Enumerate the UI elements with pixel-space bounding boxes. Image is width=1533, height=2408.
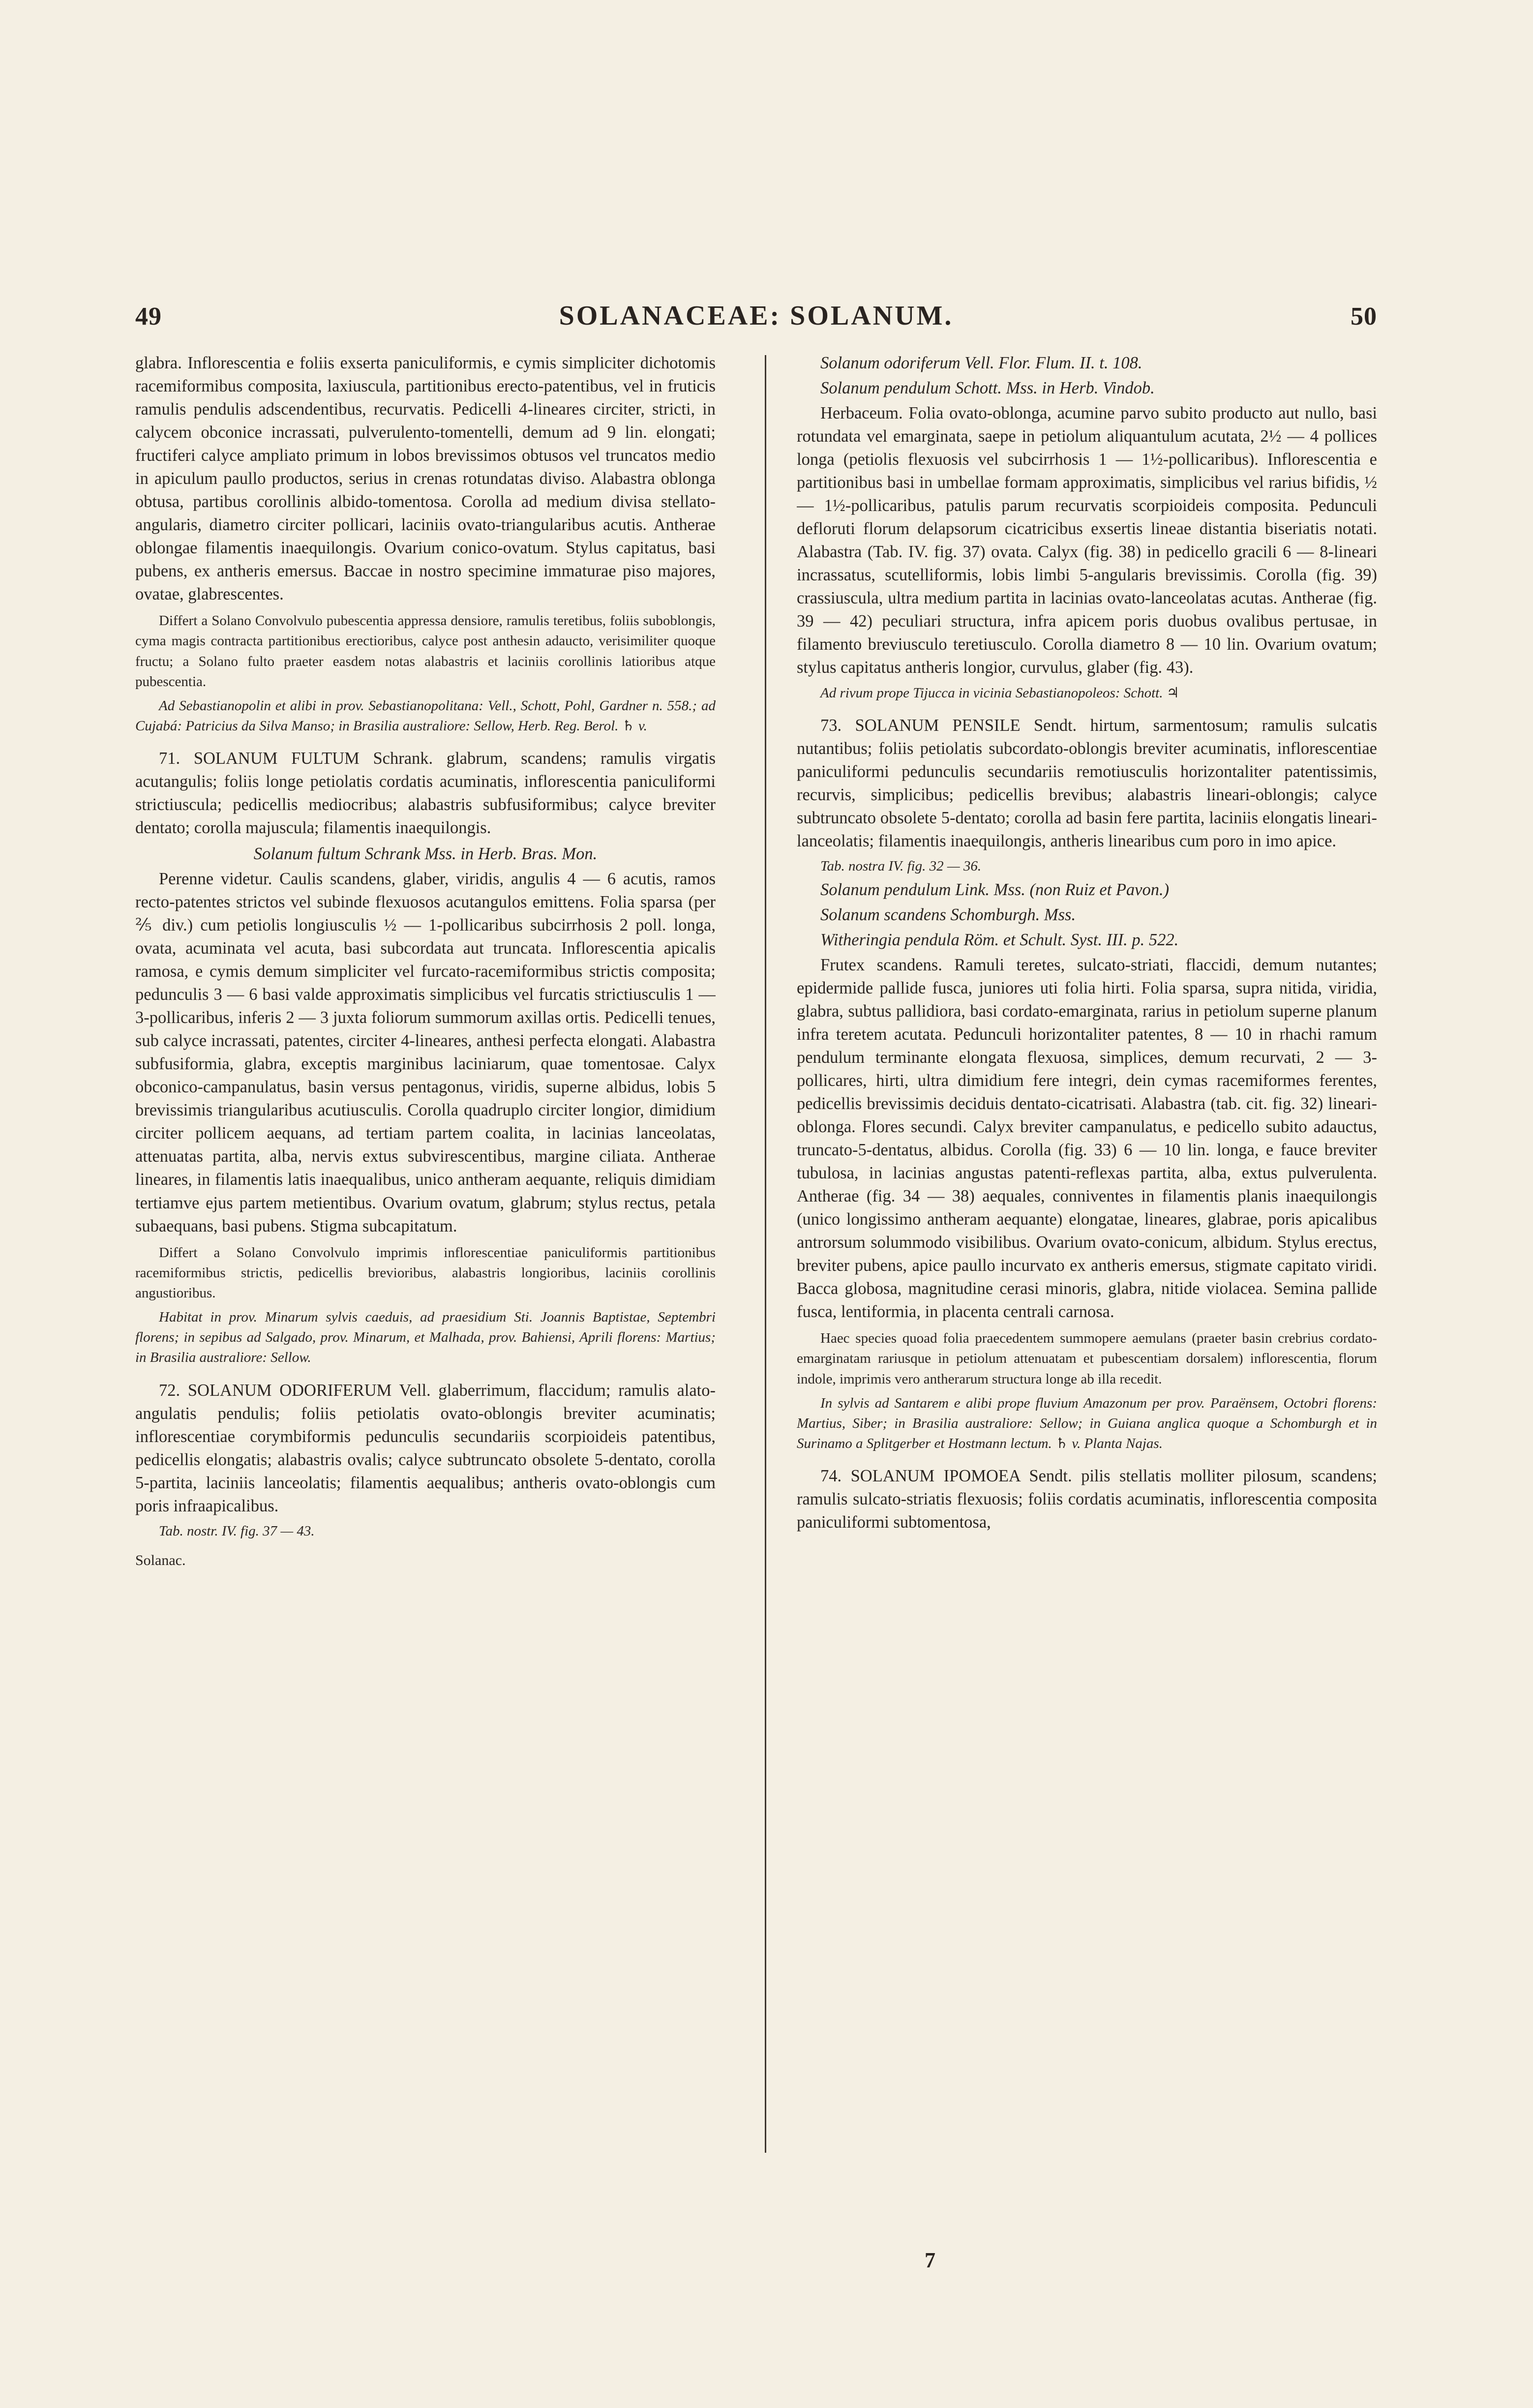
synonym: Solanum fultum Schrank Mss. in Herb. Bras. Mon.: [253, 844, 598, 864]
habitat: In sylvis ad Santarem e alibi prope fluvium Amazonum per prov. Paraënsem, Octobri florens: Martius, Siber; in Brasilia australiore: Sellow; in Guiana anglica quoque a Schomburgh et in Surinamo a Splitgerber et Hostmann lectum. ♄ v. Planta Najas.: [797, 1395, 1377, 1452]
signature-mark: Solanac.: [135, 1552, 186, 1569]
species-72-diagnosis: 72. SOLANUM ODORIFERUM Vell. glaberrimum, flaccidum; ramulis alato-angulatis pendulis; foliis petiolatis ovato-oblongis breviter acuminatis; inflorescentiae corymbiformis pedunculis secundariis scorpioideis patentibus, pedicellis elongatis; alabastris ovalis; calyce subtruncato obsolete 5-dentato, corolla 5-partita, laciniis lanceolatis; filamentis aequalibus; antheris ovato-oblongis cum poris infraapicalibus.: [135, 1381, 716, 1515]
left-column: [135, 352, 716, 2285]
sheet-number: 7: [925, 2248, 935, 2272]
habitat: Habitat in prov. Minarum sylvis caeduis, ad praesidium Sti. Joannis Baptistae, Septembri florens; in sepibus ad Salgado, prov. Minarum, et Malhada, prov. Bahiensi, Aprili florens: Martius; in Brasilia australiore: Sellow.: [135, 1309, 716, 1366]
paragraph: glabra. Inflorescentia e foliis exserta paniculiformis, e cymis simpliciter dichotomis racemiformibus composita, laxiuscula, partitionibus erecto-patentibus, vel in fruticis ramulis pendulis adscendentibus, recurvatis. Pedicelli 4-lineares circiter, stricti, in calycem obconice incrassati, pulverulento-tomentelli, demum ad 9 lin. elongati; fructiferi calyce ampliato primum in lobos brevissimos obtusos vel truncatos medio in apiculum paullo productos, serius in crenas rotundatas diviso. Alabastra oblonga obtusa, partibus corollinis albido-tomentosa. Corolla ad medium divisa stellato-angularis, diametro circiter pollicari, laciniis ovato-triangularibus acutis. Antherae oblongae filamentis inaequilongis. Ovarium conico-ovatum. Stylus capitatus, basi pubens, ex antheris emersus. Baccae in nostro specimine immaturae piso majores, ovatae, glabrescentes.: [135, 354, 716, 604]
page-number-right: 50: [1351, 302, 1377, 331]
synonym: Solanum pendulum Schott. Mss. in Herb. Vindob.: [820, 379, 1155, 398]
note: Differt a Solano Convolvulo imprimis inflorescentiae paniculiformis partitionibus racemiformibus strictis, pedicellis brevioribus, alabastris longioribus, laciniis corollinis angustioribus.: [135, 1244, 716, 1301]
species-71-diagnosis: 71. SOLANUM FULTUM Schrank. glabrum, scandens; ramulis virgatis acutangulis; foliis longe petiolatis cordatis acuminatis, inflorescentia paniculiformi strictiuscula; pedicellis mediocribus; alabastris subfusiformibus; calyce breviter dentato; corolla majuscula; filamentis inaequilongis.: [135, 749, 716, 838]
paragraph: Perenne videtur. Caulis scandens, glaber, viridis, angulis 4 — 6 acutis, ramos recto-patentes strictos vel subinde flexuosos acutangulos emittens. Folia sparsa (per ⅖ div.) cum petiolis longiusculis ½ — 1-pollicaribus subcirrhosis 2 poll. longa, ovata, acuminata vel acuta, basi subcordata aut truncata. Inflorescentia apicalis ramosa, e cymis demum simpliciter vel furcato-racemiformibus strictis composita; pedunculis 3 — 6 basi valde approximatis simplicibus vel furcatis strictiusculis 1 — 3-pollicaribus, inferis 2 — 3 juxta foliorum summorum axillas ortis. Pedicelli tenues, sub calyce incrassati, patentes, circiter 4-lineares, anthesi perfecta elongati. Alabastra subfusiformia, glabra, exceptis marginibus laciniarum, quae tomentosae. Calyx obconico-campanulatus, basin versus pentagonus, viridis, superne albidus, lobis 5 brevissimis triangularibus acutiusculis. Corolla quadruplo circiter longior, dimidium circiter pollicem aequans, ad tertiam partem coalita, in lacinias lanceolatas, attenuatas partita, alba, nervis extus subvirescentibus, margine ciliata. Antherae lineares, in filamentis latis inaequalibus, unico antheram aequante, reliquis dimidiam tertiamve ejus partem metientibus. Ovarium ovatum, glabrum; stylus rectus, petala subaequans, basi pubens. Stigma subcapitatum.: [135, 870, 716, 1235]
species-73-diagnosis: 73. SOLANUM PENSILE Sendt. hirtum, sarmentosum; ramulis sulcatis nutantibus; foliis petiolatis subcordato-oblongis breviter acuminatis, inflorescentiae paniculiformi pedunculis secundariis remotiusculis horizontaliter patentissimis, recurvis, simplicibus; pedicellis brevibus; alabastris lineari-oblongis; calyce subtruncato obsolete 5-dentato; corolla ad basin fere partita, laciniis elongatis lineari-lanceolatis; filamentis inaequilongis, antheris linearibus cum poro in imo apice.: [797, 716, 1377, 851]
species-74-diagnosis: 74. SOLANUM IPOMOEA Sendt. pilis stellatis molliter pilosum, scandens; ramulis sulcato-striatis flexuosis; foliis cordatis acuminatis, inflorescentia composita paniculiformi subtomentosa,: [797, 1467, 1377, 1532]
column-divider: [765, 355, 766, 2153]
synonym: Witheringia pendula Röm. et Schult. Syst. III. p. 522.: [820, 931, 1179, 950]
plate-reference: Tab. nostra IV. fig. 32 — 36.: [820, 858, 982, 874]
synonym: Solanum scandens Schomburgh. Mss.: [820, 905, 1076, 925]
note: Differt a Solano Convolvulo pubescentia appressa densiore, ramulis teretibus, foliis suboblongis, cyma magis contracta partitionibus erectioribus, calyce post anthesin adaucto, verisimiliter quoque fructu; a Solano fulto praeter easdem notas alabastris et laciniis corollinis latioribus atque pubescentia.: [135, 613, 716, 690]
habitat: Ad rivum prope Tijucca in vicinia Sebastianopoleos: Schott. ♃: [820, 685, 1179, 701]
synonym: Solanum pendulum Link. Mss. (non Ruiz et Pavon.): [820, 880, 1170, 899]
synonym: Solanum odoriferum Vell. Flor. Flum. II. t. 108.: [820, 354, 1142, 372]
running-title: SOLANACEAE: SOLANUM.: [559, 301, 954, 331]
page-header: [135, 297, 1377, 341]
page-number-left: 49: [135, 302, 162, 331]
right-column: [797, 352, 1377, 2285]
plate-reference: Tab. nostr. IV. fig. 37 — 43.: [159, 1523, 315, 1539]
paragraph: Frutex scandens. Ramuli teretes, sulcato-striati, flaccidi, demum nutantes; epidermide pallide fusca, juniores uti folia hirti. Folia sparsa, supra nitida, viridia, glabra, subtus pallidiora, basi cordato-emarginata, rarius in petiolum superne planum infra teretem acutata. Pedunculi horizontaliter patentes, 8 — 10 in rhachi ramum pendulum terminante elongata flexuosa, simplices, demum recurvati, 2 — 3-pollicares, hirti, ultra dimidium fere integri, dein cymas racemiformes ferentes, pedicellis brevissimis deciduis dentato-cicatrisati. Alabastra (tab. cit. fig. 32) lineari-oblonga. Flores secundi. Calyx breviter campanulatus, e pedicello subito adauctus, truncato-5-dentatus, albidus. Corolla (fig. 33) 6 — 10 lin. longa, e fauce breviter tubulosa, in lacinias angustas patenti-reflexas partita, alba, extus pulverulenta. Antherae (fig. 34 — 38) aequales, conniventes in filamentis planis inaequilongis (unico longissimo antheram aequante) elongatae, lineares, glabrae, poris apicalibus antrorsum solummodo visibilibus. Ovarium ovato-conicum, albidum. Stylus erectus, breviter pubens, apice paullo incurvato ex antheris emersus, stigmate capitato viridi. Bacca globosa, magnitudine cerasi minoris, glabra, nitide violacea. Semina pallide fusca, lentiformia, in placenta centrali carnosa.: [797, 956, 1377, 1322]
note: Haec species quoad folia praecedentem summopere aemulans (praeter basin crebrius cordato-emarginatam rariusque in petiolum attenuatam et pubescentiam dorsalem) inflorescentia, florum indole, imprimis vero antherarum structura longe ab illa recedit.: [797, 1330, 1377, 1387]
habitat: Ad Sebastianopolin et alibi in prov. Sebastianopolitana: Vell., Schott, Pohl, Gardner n. 558.; ad Cujabá: Patricius da Silva Manso; in Brasilia australiore: Sellow, Herb. Reg. Berol. ♄ v.: [135, 697, 716, 734]
paragraph: Herbaceum. Folia ovato-oblonga, acumine parvo subito producto aut nullo, basi rotundata vel emarginata, saepe in petiolum aliquantulum acutata, 2½ — 4 pollices longa (petiolis flexuosis vel subcirrhosis 1 — 1½-pollicaribus). Inflorescentia e partitionibus basi in umbellae formam approximatis, simplicibus vel rarius bifidis, ½ — 1½-pollicaribus, patulis parum recurvatis scorpioideis composita. Pedunculi defloruti florum delapsorum cicatricibus exsertis lineae distantia biseriatis notati. Alabastra (Tab. IV. fig. 37) ovata. Calyx (fig. 38) in pedicello gracili 6 — 8-lineari incrassatus, scutelliformis, lobis limbi 5-angularis brevissimis. Corolla (fig. 39) crassiuscula, ultra medium partita in lacinias ovato-lanceolatas acutas. Antherae (fig. 39 — 42) peculiari structura, infra apicem poris duobus ovalibus pertusae, in filamento breviusculo teretiusculo. Corolla diametro 8 — 10 lin. Ovarium ovatum; stylus capitatus antheris longior, curvulus, glaber (fig. 43).: [797, 404, 1377, 677]
